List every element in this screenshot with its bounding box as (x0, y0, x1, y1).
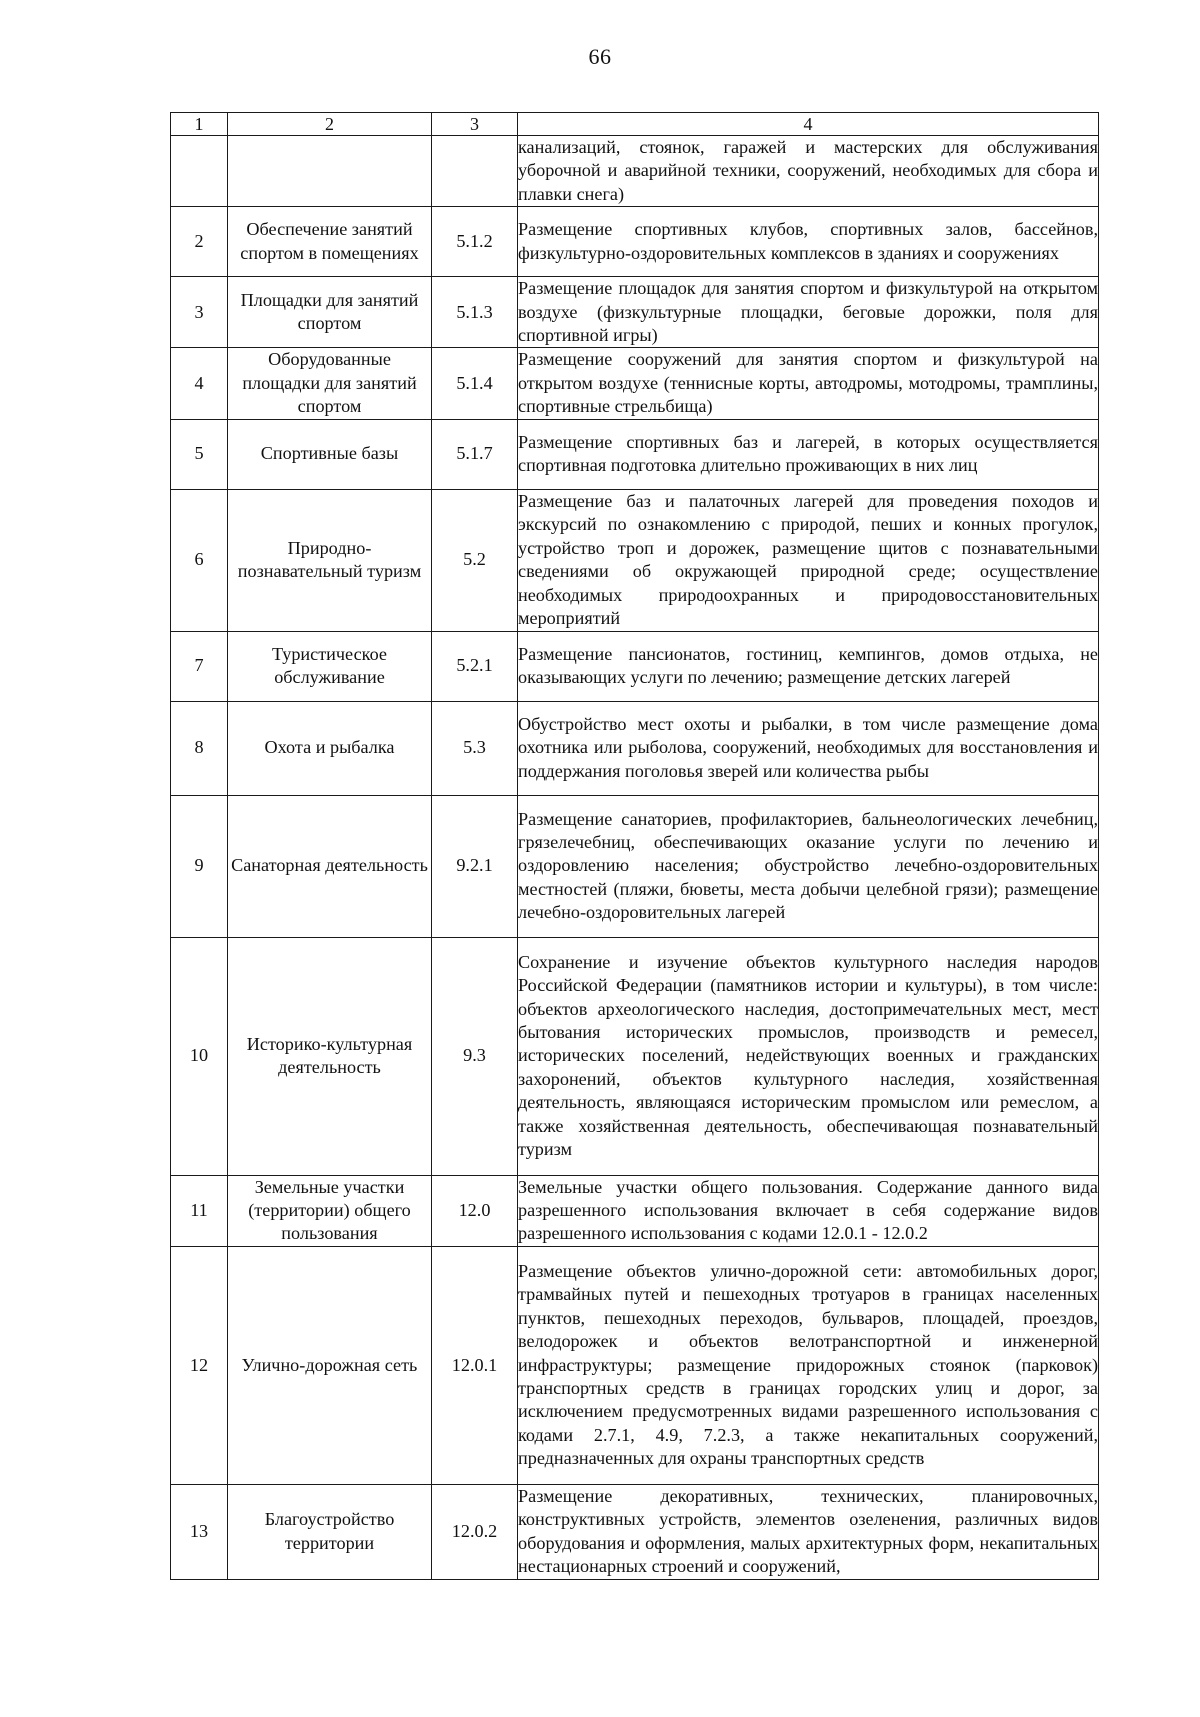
row-description: Размещение декоративных, технических, планировочных, конструктивных устройств, элементов озеленения, различных видов оборудования и оформления, малых архитектурных форм, некапитальных нестационарных строений и сооружений, (518, 1484, 1099, 1579)
table-row (171, 937, 1099, 1175)
row-description: Размещение спортивных клубов, спортивных залов, бассейнов, физкультурно-оздоровительных комплексов в зданиях и сооружениях (518, 207, 1099, 277)
row-name: Туристическое обслуживание (228, 631, 432, 701)
row-number: 4 (171, 348, 228, 419)
row-description: канализаций, стоянок, гаражей и мастерских для обслуживания уборочной и аварийной техники, сооружений, необходимых для сбора и плавки снега) (518, 136, 1099, 207)
page-number: 66 (588, 44, 612, 69)
row-description: Размещение санаториев, профилакториев, бальнеологических лечебниц, грязелечебниц, обеспечивающих оказание услуги по лечению и оздоровлению населения; обустройство лечебно-оздоровительных местностей (пляжи, бюветы, места добычи целебной грязи); размещение лечебно-оздоровительных лагерей (518, 795, 1099, 937)
table-header (171, 113, 1099, 136)
row-code: 5.1.2 (432, 207, 518, 277)
row-number: 6 (171, 489, 228, 631)
header-row (171, 113, 1099, 136)
header-col-2: 2 (228, 113, 432, 136)
table-row (171, 207, 1099, 277)
row-code: 5.2 (432, 489, 518, 631)
row-description: Размещение объектов улично-дорожной сети: автомобильных дорог, трамвайных путей и пешеходных тротуаров в границах населенных пунктов, пешеходных переходов, бульваров, площадей, проездов, велодорожек и объектов велотранспортной и инженерной инфраструктуры; размещение придорожных стоянок (парковок) транспортных средств в границах городских улиц и дорог, за исключением предусмотренных видами разрешенного использования с кодами 2.7.1, 4.9, 7.2.3, а также некапитальных сооружений, предназначенных для охраны транспортных средств (518, 1246, 1099, 1484)
table-row (171, 701, 1099, 795)
row-number: 2 (171, 207, 228, 277)
row-number: 9 (171, 795, 228, 937)
row-name: Обеспечение занятий спортом в помещениях (228, 207, 432, 277)
row-code: 5.1.4 (432, 348, 518, 419)
header-col-4: 4 (518, 113, 1099, 136)
row-number: 13 (171, 1484, 228, 1579)
row-name: Санаторная деятельность (228, 795, 432, 937)
row-description: Размещение пансионатов, гостиниц, кемпингов, домов отдыха, не оказывающих услуги по лечению; размещение детских лагерей (518, 631, 1099, 701)
row-name: Историко-культурная деятельность (228, 937, 432, 1175)
row-description: Земельные участки общего пользования. Содержание данного вида разрешенного использования включает в себя содержание видов разрешенного использования с кодами 12.0.1 - 12.0.2 (518, 1175, 1099, 1246)
row-name: Природно-познавательный туризм (228, 489, 432, 631)
row-description: Размещение площадок для занятия спортом и физкультурой на открытом воздухе (физкультурные площадки, беговые дорожки, поля для спортивной игры) (518, 277, 1099, 348)
row-number: 12 (171, 1246, 228, 1484)
row-number: 7 (171, 631, 228, 701)
row-description: Сохранение и изучение объектов культурного наследия народов Российской Федерации (памятников истории и культуры), в том числе: объектов археологического наследия, достопримечательных мест, мест бытования исторических промыслов, производств и ремесел, исторических поселений, недействующих военных и гражданских захоронений, объектов культурного наследия, хозяйственная деятельность, являющаяся историческим промыслом или ремеслом, а также хозяйственная деятельность, обеспечивающая познавательный туризм (518, 937, 1099, 1175)
row-name: Земельные участки (территории) общего пользования (228, 1175, 432, 1246)
row-code: 5.3 (432, 701, 518, 795)
row-code: 5.1.3 (432, 277, 518, 348)
row-code (432, 136, 518, 207)
table-row (171, 277, 1099, 348)
row-number: 10 (171, 937, 228, 1175)
table-row (171, 348, 1099, 419)
table-row (171, 419, 1099, 489)
row-description: Размещение сооружений для занятия спортом и физкультурой на открытом воздухе (теннисные корты, автодромы, мотодромы, трамплины, спортивные стрельбища) (518, 348, 1099, 419)
row-name: Спортивные базы (228, 419, 432, 489)
table-row (171, 1484, 1099, 1579)
row-description: Размещение спортивных баз и лагерей, в которых осуществляется спортивная подготовка длительно проживающих в них лиц (518, 419, 1099, 489)
table-row (171, 1175, 1099, 1246)
row-name: Улично-дорожная сеть (228, 1246, 432, 1484)
land-use-table (170, 112, 1099, 1580)
row-name: Охота и рыбалка (228, 701, 432, 795)
row-name: Благоустройство территории (228, 1484, 432, 1579)
table-row (171, 136, 1099, 207)
table-row (171, 795, 1099, 937)
row-code: 5.2.1 (432, 631, 518, 701)
row-number (171, 136, 228, 207)
row-name: Площадки для занятий спортом (228, 277, 432, 348)
row-code: 5.1.7 (432, 419, 518, 489)
header-col-3: 3 (432, 113, 518, 136)
row-description: Размещение баз и палаточных лагерей для проведения походов и экскурсий по ознакомлению с природой, пеших и конных прогулок, устройство троп и дорожек, размещение щитов с познавательными сведениями об окружающей природной среде; осуществление необходимых природоохранных и природовосстановительных мероприятий (518, 489, 1099, 631)
row-code: 12.0.1 (432, 1246, 518, 1484)
header-col-1: 1 (171, 113, 228, 136)
row-number: 5 (171, 419, 228, 489)
row-code: 12.0 (432, 1175, 518, 1246)
row-code: 12.0.2 (432, 1484, 518, 1579)
row-code: 9.3 (432, 937, 518, 1175)
row-number: 11 (171, 1175, 228, 1246)
row-number: 8 (171, 701, 228, 795)
table-row (171, 489, 1099, 631)
row-name: Оборудованные площадки для занятий спортом (228, 348, 432, 419)
row-description: Обустройство мест охоты и рыбалки, в том числе размещение дома охотника или рыболова, сооружений, необходимых для восстановления и поддержания поголовья зверей или количества рыбы (518, 701, 1099, 795)
table-row (171, 631, 1099, 701)
row-name (228, 136, 432, 207)
table-body (171, 136, 1099, 1580)
row-code: 9.2.1 (432, 795, 518, 937)
row-number: 3 (171, 277, 228, 348)
table-row (171, 1246, 1099, 1484)
